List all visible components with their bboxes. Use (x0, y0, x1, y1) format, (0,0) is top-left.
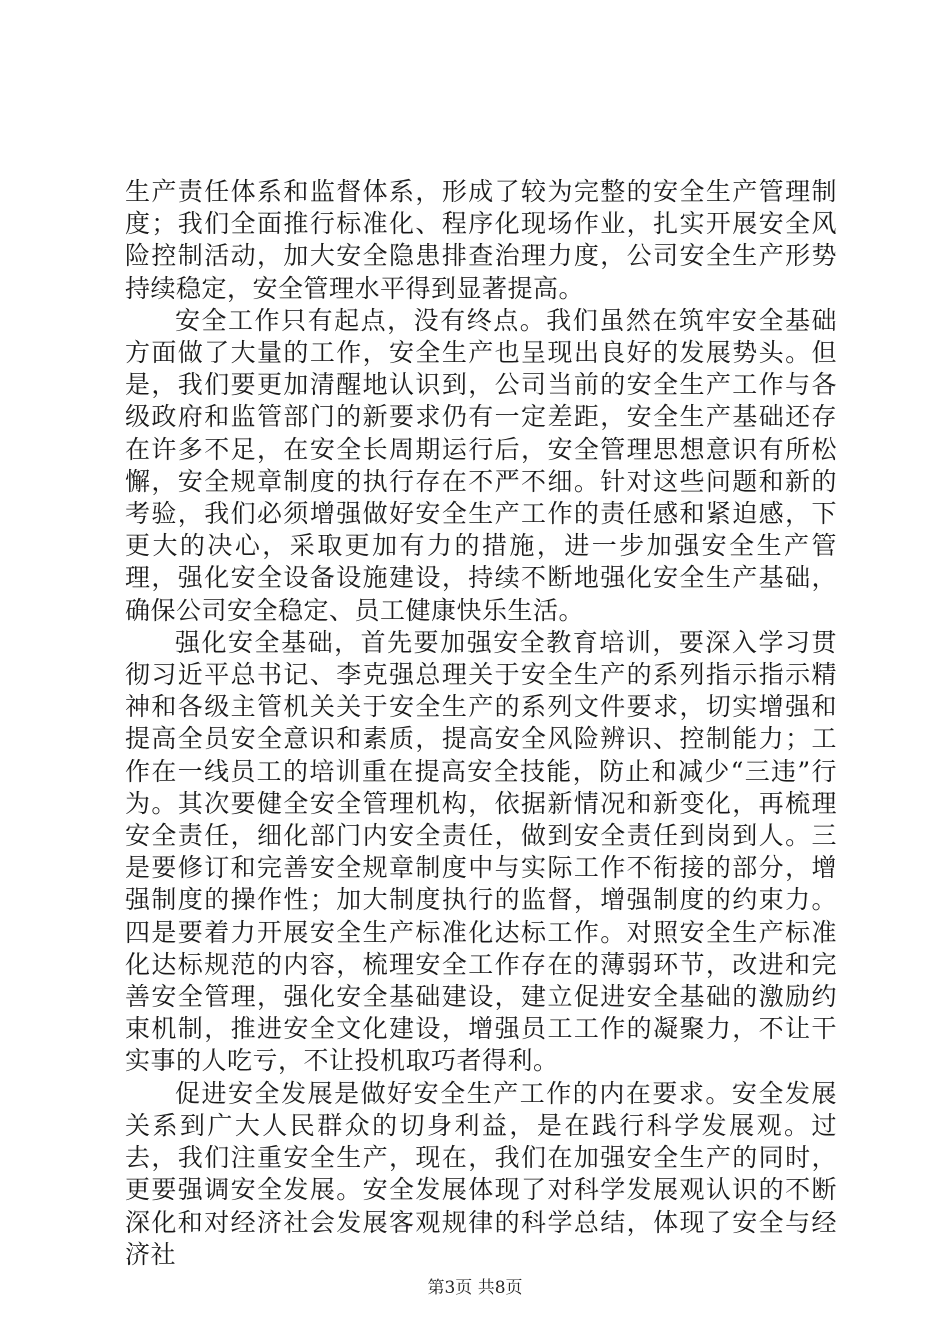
paragraph-4: 促进安全发展是做好安全生产工作的内在要求。安全发展关系到广大人民群众的切身利益，是在践行科学发展观。过去，我们注重安全生产，现在，我们在加强安全生产的同时，更要强调安全发展。安全发展体现了对科学发展观认识的不断深化和对经济社会发展客观规律的科学总结，体现了安全与经济社 (125, 1078, 837, 1269)
document-body (125, 176, 837, 1271)
paragraph-1: 生产责任体系和监督体系，形成了较为完整的安全生产管理制度；我们全面推行标准化、程序化现场作业，扎实开展安全风险控制活动，加大安全隐患排查治理力度，公司安全生产形势持续稳定，安全管理水平得到显著提高。 (125, 177, 837, 303)
paragraph-3: 强化安全基础，首先要加强安全教育培训，要深入学习贯彻习近平总书记、李克强总理关于安全生产的系列指示指示精神和各级主管机关关于安全生产的系列文件要求，切实增强和提高全员安全意识和素质，提高安全风险辨识、控制能力；工作在一线员工的培训重在提高安全技能，防止和减少“三违”行为。其次要健全安全管理机构，依据新情况和新变化，再梳理安全责任，细化部门内安全责任，做到安全责任到岗到人。三是要修订和完善安全规章制度中与实际工作不衔接的部分，增强制度的操作性；加大制度执行的监督，增强制度的约束力。四是要着力开展安全生产标准化达标工作。对照安全生产标准化达标规范的内容，梳理安全工作存在的薄弱环节，改进和完善安全管理，强化安全基础建设，建立促进安全基础的激励约束机制，推进安全文化建设，增强员工工作的凝聚力，不让干实事的人吃亏，不让投机取巧者得利。 (125, 627, 837, 1076)
page-number-footer: 第3页 共8页 (427, 1278, 523, 1298)
paragraph-2: 安全工作只有起点，没有终点。我们虽然在筑牢安全基础方面做了大量的工作，安全生产也呈现出良好的发展势头。但是，我们要更加清醒地认识到，公司当前的安全生产工作与各级政府和监管部门的新要求仍有一定差距，安全生产基础还存在许多不足，在安全长周期运行后，安全管理思想意识有所松懈，安全规章制度的执行存在不严不细。针对这些问题和新的考验，我们必须增强做好安全生产工作的责任感和紧迫感，下更大的决心，采取更加有力的措施，进一步加强安全生产管理，强化安全设备设施建设，持续不断地强化安全生产基础，确保公司安全稳定、员工健康快乐生活。 (125, 305, 837, 625)
